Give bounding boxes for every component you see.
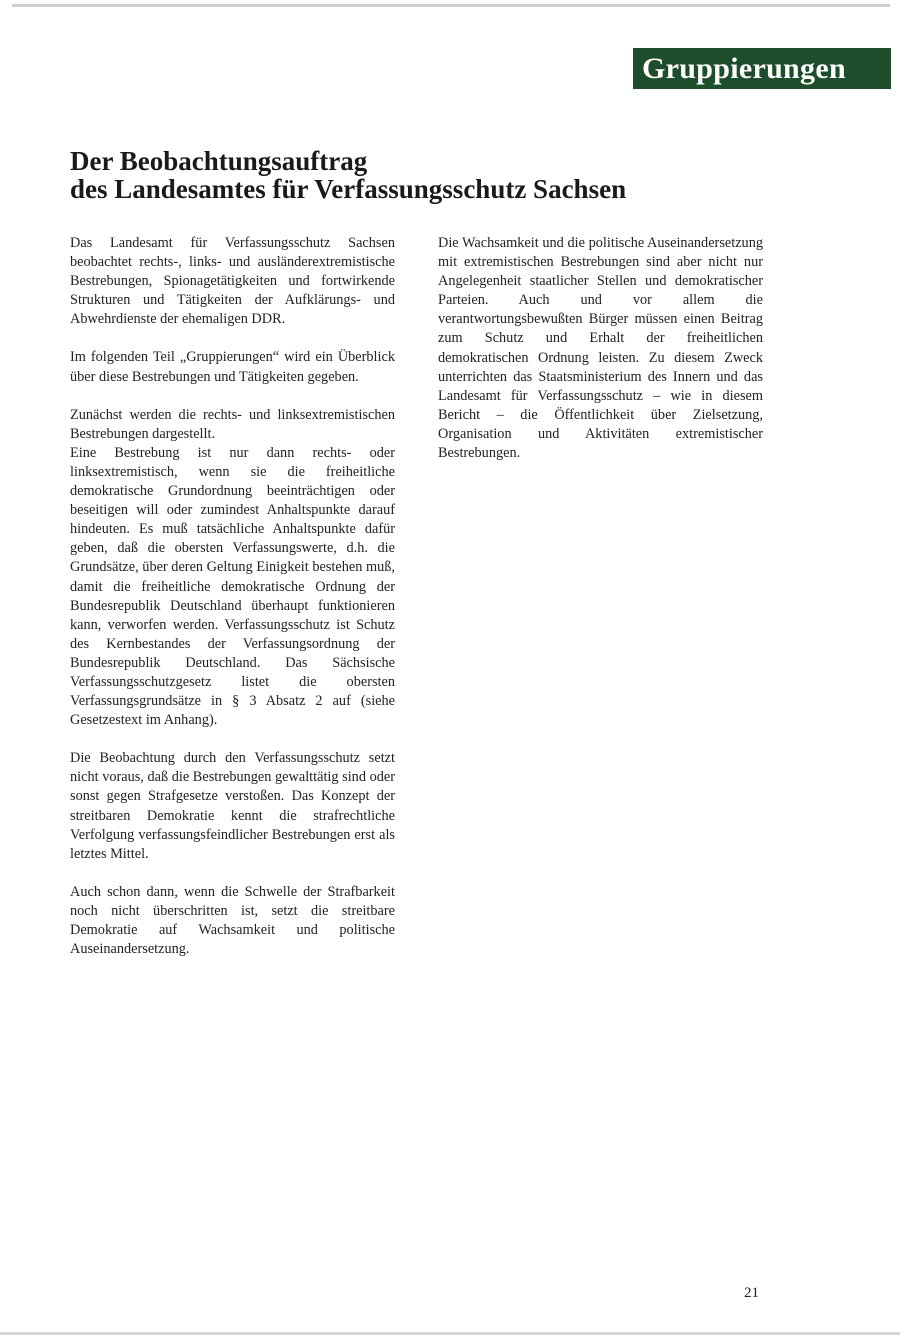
section-label-tab: Gruppierungen bbox=[633, 48, 891, 89]
left-text-column bbox=[70, 234, 395, 978]
top-edge-rule bbox=[12, 4, 890, 7]
page-number: 21 bbox=[744, 1285, 759, 1301]
body-paragraph: Zunächst werden die rechts- und linksextremistischen Bestrebungen dargestellt. bbox=[70, 406, 395, 442]
page-title bbox=[70, 147, 770, 203]
body-paragraph: Die Wachsamkeit und die politische Auseinandersetzung mit extremistischen Bestrebungen sind aber nicht nur Angelegenheit staatlicher Stellen und demokratischer Parteien. Auch und vor allem die verantwortungsbewußten Bürger müssen einen Beitrag zum Schutz und Erhalt der freiheitlichen demokratischen Ordnung leisten. Zu diesem Zweck unterrichten das Staatsministerium des Innern und das Landesamt für Verfassungsschutz – wie in diesem Bericht – die Öffentlichkeit über Zielsetzung, Organisation und Aktivitäten extremistischer Bestrebungen. bbox=[438, 235, 763, 462]
body-paragraph: Im folgenden Teil „Gruppierungen“ wird ein Überblick über diese Bestrebungen und Tätigkeiten gegeben. bbox=[70, 349, 395, 385]
body-paragraph: Eine Bestrebung ist nur dann rechts- oder linksextremistisch, wenn sie die freiheitliche demokratische Grundordnung beeinträchtigen oder beseitigen will oder zumindest Anhaltspunkte darauf hindeuten. Es muß tatsächliche Anhaltspunkte dafür geben, daß die obersten Verfassungswerte, d.h. die Grundsätze, über deren Geltung Einigkeit bestehen muß, damit die freiheitliche demokratische Ordnung der Bundesrepublik Deutschland überhaupt funktionieren kann, verworfen werden. Verfassungsschutz ist Schutz des Kernbestandes der Verfassungsordnung der Bundesrepublik Deutschland. Das Sächsische Verfassungsschutzgesetz listet die obersten Verfassungsgrundsätze in § 3 Absatz 2 auf (siehe Gesetzestext im Anhang). bbox=[70, 444, 395, 729]
page-title-line-2: des Landesamtes für Verfassungsschutz Sachsen bbox=[70, 174, 627, 204]
body-paragraph: Die Beobachtung durch den Verfassungsschutz setzt nicht voraus, daß die Bestrebungen gewalttätig sind oder sonst gegen Strafgesetze verstoßen. Das Konzept der streitbaren Demokratie kennt die strafrechtliche Verfolgung verfassungsfeindlicher Bestrebungen erst als letztes Mittel. bbox=[70, 750, 395, 862]
page-title-line-1: Der Beobachtungsauftrag bbox=[70, 146, 368, 176]
bottom-edge-rule bbox=[0, 1332, 900, 1335]
body-paragraph: Das Landesamt für Verfassungsschutz Sachsen beobachtet rechts-, links- und ausländerextremistische Bestrebungen, Spionagetätigkeiten und fortwirkende Strukturen und Tätigkeiten der Aufklärungs- und Abwehrdienste der ehemaligen DDR. bbox=[70, 235, 395, 328]
body-paragraph: Auch schon dann, wenn die Schwelle der Strafbarkeit noch nicht überschritten ist, setzt die streitbare Demokratie auf Wachsamkeit und politische Auseinandersetzung. bbox=[70, 883, 395, 958]
right-text-column bbox=[438, 234, 763, 482]
